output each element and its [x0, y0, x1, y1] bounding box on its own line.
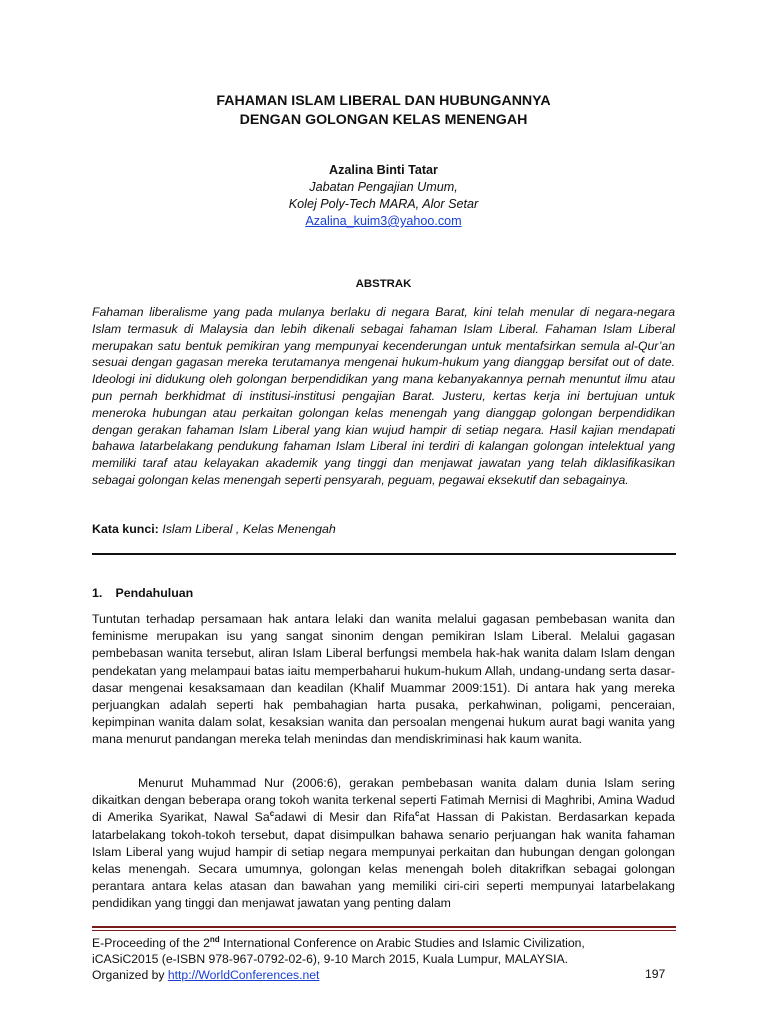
- paragraph-2-part-a: Menurut Muhammad Nur (2006:6), gerakan pembebasan wanita dalam dunia Islam sering dikaitkan dengan beberapa orang tokoh wanita terkenal seperti Fatimah Mernisi di Maghribi, Amina Wadud di Amerika Syarikat, Nawal Sa: [92, 776, 675, 825]
- section-number: 1.: [92, 586, 103, 600]
- author-department: Jabatan Pengajian Umum,: [309, 180, 458, 194]
- footer-divider-thick: [92, 926, 676, 928]
- section-heading: [92, 586, 675, 600]
- paragraph-2-superscript-2: c: [415, 809, 420, 819]
- paragraph-1: Tuntutan terhadap persamaan hak antara lelaki dan wanita melalui gagasan pembebasan wanita dan feminisme merupakan isu yang sangat sinonim dengan pemikiran Islam Liberal. Melalui gagasan pembebasan wanita tersebut, aliran Islam Liberal berfungsi membela hak-hak wanita dalam Islam dengan pendekatan yang melampaui batas iaitu memperbaharui hukum-hukum Allah, undang-undang serta dasar-dasar mengenai kesaksamaan dan keadilan (Khalif Muammar 2009:151). Di antara hak yang mereka perjuangkan adalah seperti hak pembahagian harta pusaka, perkahwinan, poligami, penceraian, kepimpinan wanita dalam solat, kesaksian wanita dan persoalan mengenai hukum aurat bagi wanita yang mana menurut pandangan mereka telah menindas dan mendiskriminasi hak kaum wanita.: [92, 612, 675, 747]
- title-line-2: DENGAN GOLONGAN KELAS MENENGAH: [239, 112, 528, 128]
- abstract-text: Fahaman liberalisme yang pada mulanya berlaku di negara Barat, kini telah menular di negara-negara Islam termasuk di Malaysia dan lebih dikenali sebagai fahaman Islam Liberal. Fahaman Islam Liberal merupakan satu bentuk pemikiran yang mempunyai kecenderungan untuk mentafsirkan semula al-Qur’an sesuai dengan gagasan mereka terutamanya mengenai hukum-hukum yang dianggap bersifat out of date. Ideologi ini didukung oleh golongan berpendidikan yang mana kebanyakannya pernah menuntut ilmu atau pun pernah berkhidmat di institusi-institusi pengajian Barat. Justeru, kertas kerja ini bertujuan untuk meneroka hubungan atau perkaitan golongan kelas menengah yang dianggap golongan berpendidikan dengan gerakan fahaman Islam Liberal yang kian wujud hampir di setiap negara. Hasil kajian mendapati bahawa latarbelakang pendukung fahaman Islam Liberal ini terdiri di kalangan golongan intelektual yang memiliki taraf atau kelayakan akademik yang tinggi dan menjawat jawatan yang telah diklasifikasikan sebagai golongan kelas menengah seperti pensyarah, peguam, pegawai eksekutif dan sebagainya.: [92, 305, 675, 487]
- footer-line-1: [92, 935, 675, 951]
- paragraph-2-part-b: adawi di Mesir dan Rifa: [274, 810, 416, 825]
- author-name: Azalina Binti Tatar: [329, 163, 438, 177]
- title-line-1: FAHAMAN ISLAM LIBERAL DAN HUBUNGANNYA: [216, 93, 551, 109]
- page-footer: [92, 935, 675, 984]
- paragraph-2-superscript-1: c: [269, 809, 275, 819]
- keywords-value: Islam Liberal , Kelas Menengah: [162, 522, 336, 536]
- footer-line-1-b: International Conference on Arabic Studies and Islamic Civilization,: [219, 936, 585, 950]
- footer-line-3: [92, 967, 675, 983]
- page-number: 197: [645, 967, 666, 981]
- section-divider: [92, 553, 676, 555]
- author-institution: Kolej Poly-Tech MARA, Alor Setar: [288, 197, 479, 211]
- author-block: [92, 162, 675, 230]
- keywords: [92, 521, 675, 538]
- worldconferences-link[interactable]: http://WorldConferences.net: [167, 968, 320, 983]
- section-title: Pendahuluan: [115, 586, 194, 600]
- abstract-heading: ABSTRAK: [355, 278, 412, 290]
- paragraph-2-part-c: at Hassan di Pakistan. Berdasarkan kepada latarbelakang tokoh-tokoh tersebut, dapat disimpulkan bahawa senario perjuangan hak wanita fahaman Islam Liberal yang wujud hampir di setiap negara mempunyai perkaitan dan hubungan dengan golongan kelas menengah. Secara umumnya, golongan kelas menengah boleh ditakrifkan sebagai golongan perantara antara kelas atasan dan bawahan yang memiliki ciri-ciri seperti mempunyai latarbelakang pendidikan yang tinggi dan menjawat jawatan yang penting dalam: [92, 810, 675, 911]
- paragraph-2: [92, 775, 675, 913]
- footer-superscript: nd: [209, 934, 220, 944]
- author-email-link[interactable]: Azalina_kuim3@yahoo.com: [305, 214, 462, 228]
- keywords-label: Kata kunci:: [92, 522, 159, 536]
- footer-line-2: iCASiC2015 (e-ISBN 978-967-0792-02-6), 9-10 March 2015, Kuala Lumpur, MALAYSIA.: [92, 952, 569, 967]
- footer-line-1-a: E-Proceeding of the 2: [92, 936, 210, 950]
- footer-divider-thin: [92, 930, 676, 931]
- paper-title: [92, 92, 675, 130]
- organized-label: Organized by: [92, 968, 168, 983]
